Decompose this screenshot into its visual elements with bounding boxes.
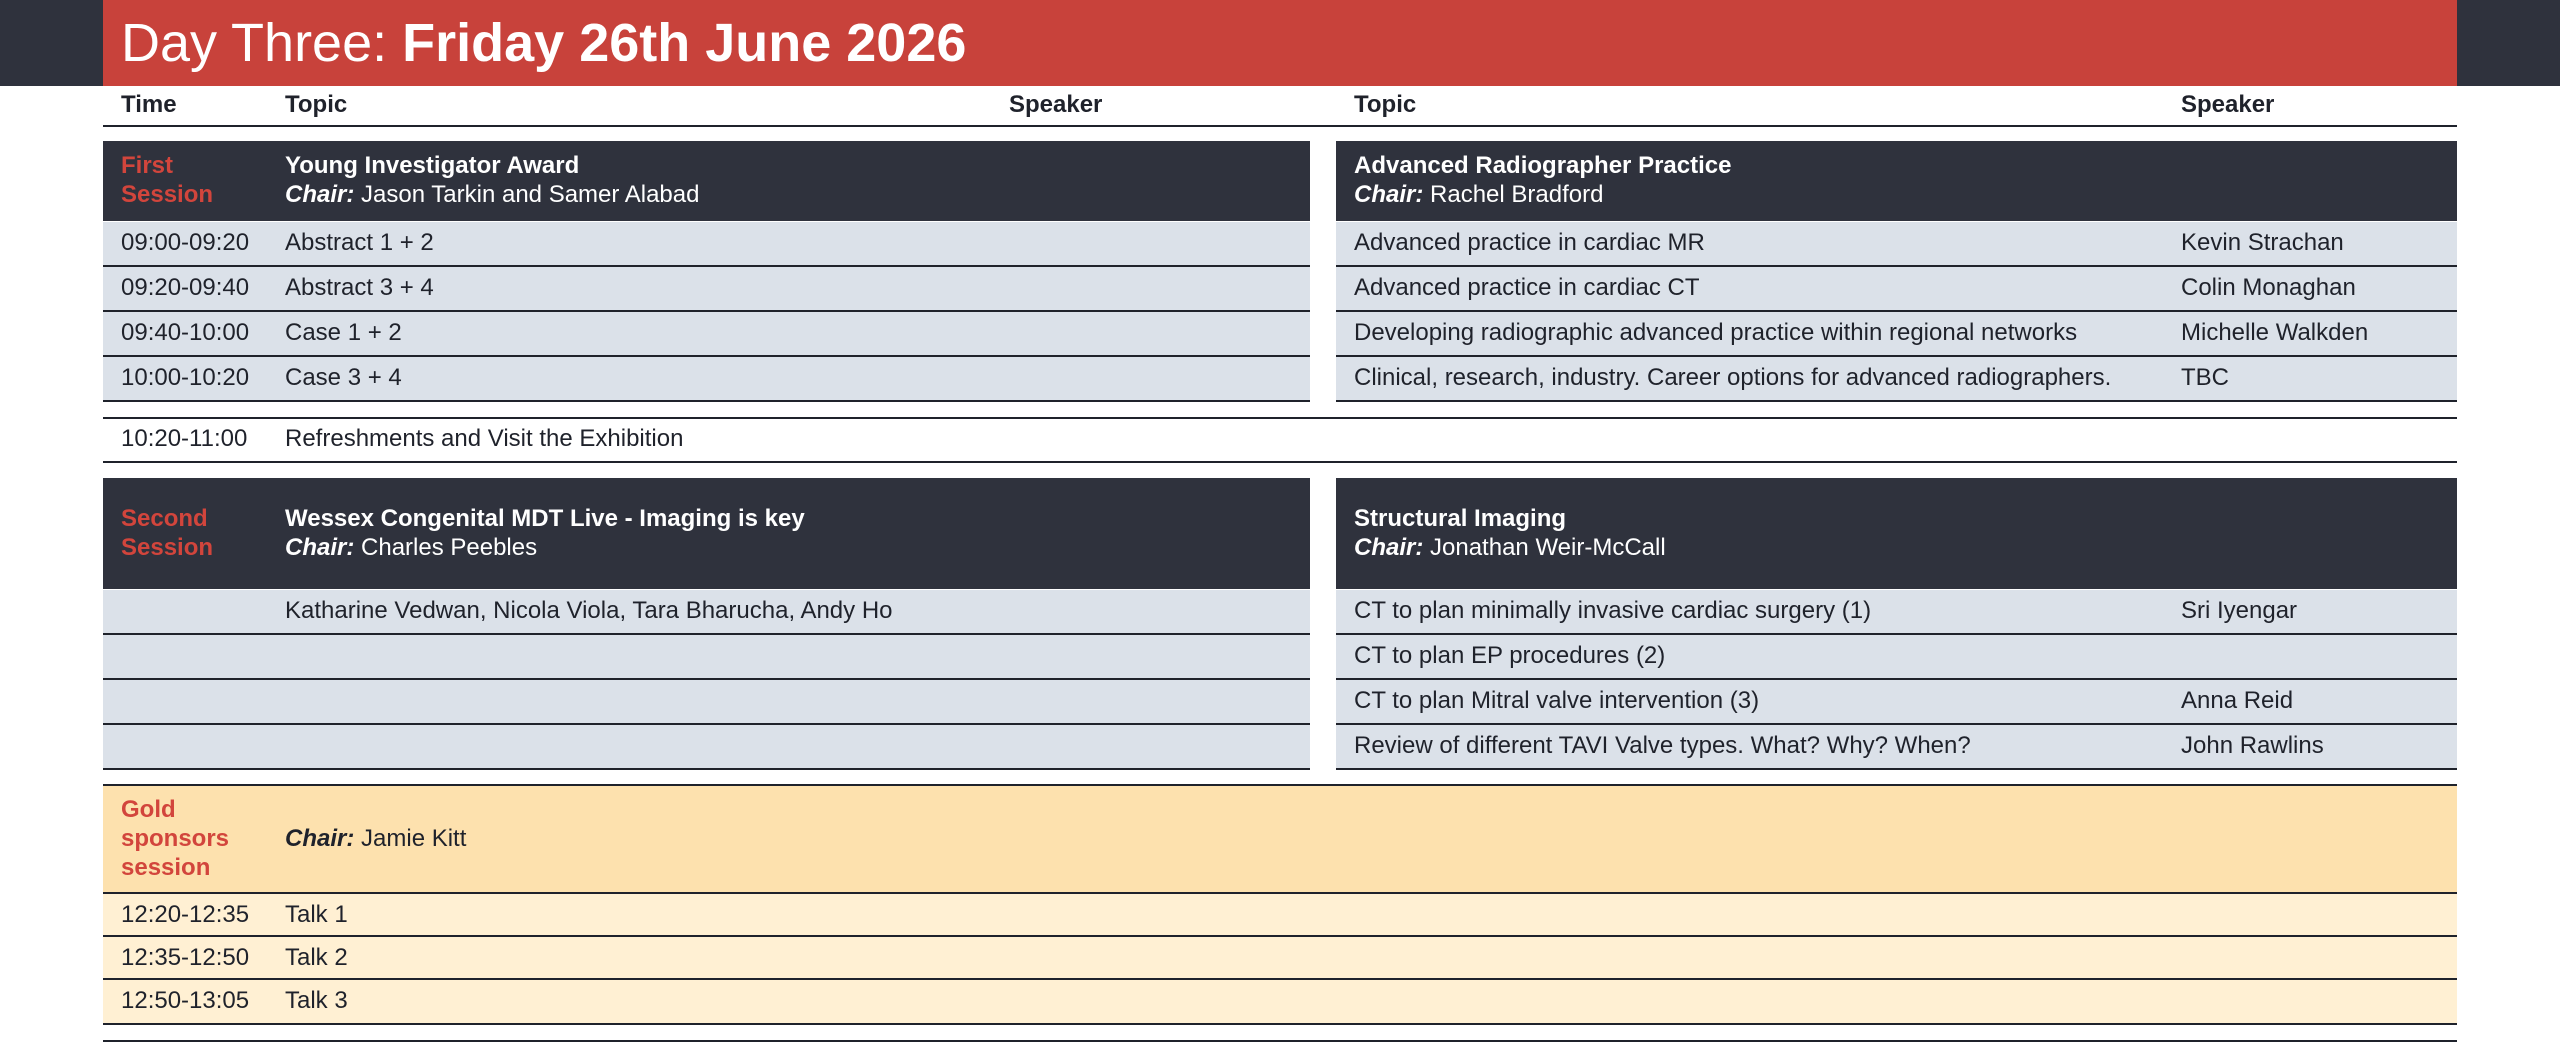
chair-label: Chair: — [285, 534, 355, 561]
row-time: 09:00-09:20 — [121, 229, 250, 256]
row-speaker-2: Michelle Walkden — [2181, 319, 2369, 346]
row-time: 12:50-13:05 — [121, 987, 250, 1014]
row-speaker-2: Colin Monaghan — [2181, 274, 2356, 301]
session-label-line: First — [121, 152, 174, 179]
first-session-left-chair — [285, 180, 699, 209]
break-time: 10:20-11:00 — [121, 425, 248, 452]
row-rule — [103, 1023, 2457, 1025]
row-rule — [103, 768, 1310, 770]
row-speaker-2: TBC — [2181, 364, 2229, 391]
header-topic-2: Topic — [1354, 91, 1417, 118]
row-topic: Case 3 + 4 — [285, 364, 402, 391]
row-topic-2: Advanced practice in cardiac MR — [1354, 229, 1705, 256]
row-speaker-2: Kevin Strachan — [2181, 229, 2344, 256]
chair-label: Chair: — [285, 825, 355, 852]
chair-name: Jamie Kitt — [361, 825, 467, 852]
row-rule — [1336, 265, 2457, 267]
row-rule — [1336, 355, 2457, 357]
row-rule — [103, 678, 1310, 680]
row-rule — [1336, 400, 2457, 402]
second-session-label — [121, 504, 213, 562]
second-session-left-speakers: Katharine Vedwan, Nicola Viola, Tara Bharucha, Andy Ho — [285, 597, 893, 624]
chair-name: Rachel Bradford — [1430, 181, 1604, 208]
break-top-rule — [103, 417, 2457, 419]
row-speaker-2: Sri Iyengar — [2181, 597, 2298, 624]
chair-name: Charles Peebles — [361, 534, 538, 561]
row-topic-2: CT to plan EP procedures (2) — [1354, 642, 1666, 669]
header-topic: Topic — [285, 91, 348, 118]
row-rule — [103, 723, 1310, 725]
row-topic: Talk 2 — [285, 944, 348, 971]
row-time: 12:20-12:35 — [121, 901, 250, 928]
first-session-left-title: Young Investigator Award — [285, 152, 580, 179]
first-session-label — [121, 151, 213, 209]
row-topic: Abstract 1 + 2 — [285, 229, 434, 256]
second-session-right-title: Structural Imaging — [1354, 505, 1567, 532]
header-speaker-2: Speaker — [2181, 91, 2275, 118]
chair-label: Chair: — [285, 181, 355, 208]
row-rule — [103, 310, 1310, 312]
chair-name: Jason Tarkin and Samer Alabad — [361, 181, 700, 208]
session-label-line: Session — [121, 181, 214, 208]
row-time: 10:00-10:20 — [121, 364, 250, 391]
session-label-line: Gold — [121, 796, 176, 823]
row-topic: Talk 1 — [285, 901, 348, 928]
row-time: 09:20-09:40 — [121, 274, 250, 301]
row-topic: Case 1 + 2 — [285, 319, 402, 346]
page-title — [103, 0, 2457, 86]
row-rule — [103, 935, 2457, 937]
row-rule — [1336, 723, 2457, 725]
row-rule — [1336, 678, 2457, 680]
header-time: Time — [121, 91, 177, 118]
row-topic-2: Clinical, research, industry. Career options for advanced radiographers. — [1354, 364, 2112, 391]
chair-label: Chair: — [1354, 534, 1424, 561]
row-rule — [103, 355, 1310, 357]
chair-label: Chair: — [1354, 181, 1424, 208]
row-speaker-2: John Rawlins — [2181, 732, 2324, 759]
row-rule — [1336, 633, 2457, 635]
chair-name: Jonathan Weir-McCall — [1430, 534, 1666, 561]
row-rule — [1336, 310, 2457, 312]
row-speaker-2: Anna Reid — [2181, 687, 2294, 714]
row-rule — [103, 633, 1310, 635]
row-time: 12:35-12:50 — [121, 944, 250, 971]
row-time: 09:40-10:00 — [121, 319, 250, 346]
row-rule — [1336, 768, 2457, 770]
session-label-line: session — [121, 854, 211, 881]
bottom-rule — [103, 1040, 2457, 1042]
title-date: Friday 26th June 2026 — [402, 13, 967, 73]
session-label-line: Second — [121, 505, 208, 532]
row-rule — [103, 400, 1310, 402]
session-label-line: Session — [121, 534, 214, 561]
row-topic-2: Review of different TAVI Valve types. What? Why? When? — [1354, 732, 1971, 759]
row-topic-2: Advanced practice in cardiac CT — [1354, 274, 1700, 301]
gold-session-chair — [285, 824, 466, 853]
row-topic-2: Developing radiographic advanced practice within regional networks — [1354, 319, 2078, 346]
row-topic: Talk 3 — [285, 987, 348, 1014]
row-topic: Abstract 3 + 4 — [285, 274, 434, 301]
header-rule — [103, 125, 2457, 127]
second-session-left-chair — [285, 533, 537, 562]
row-rule — [103, 978, 2457, 980]
first-session-right-title: Advanced Radiographer Practice — [1354, 152, 1732, 179]
session-label-line: sponsors — [121, 825, 230, 852]
gold-session-label — [121, 795, 229, 882]
gold-session-rows-bg — [103, 894, 2457, 1024]
row-rule — [103, 265, 1310, 267]
title-prefix: Day Three: — [121, 13, 388, 73]
first-session-right-chair — [1354, 180, 1603, 209]
row-topic-2: CT to plan Mitral valve intervention (3) — [1354, 687, 1760, 714]
row-topic-2: CT to plan minimally invasive cardiac surgery (1) — [1354, 597, 1872, 624]
break-text: Refreshments and Visit the Exhibition — [285, 425, 684, 452]
second-session-left-title: Wessex Congenital MDT Live - Imaging is key — [285, 505, 805, 532]
header-speaker: Speaker — [1009, 91, 1103, 118]
break-bottom-rule — [103, 461, 2457, 463]
second-session-right-chair — [1354, 533, 1666, 562]
